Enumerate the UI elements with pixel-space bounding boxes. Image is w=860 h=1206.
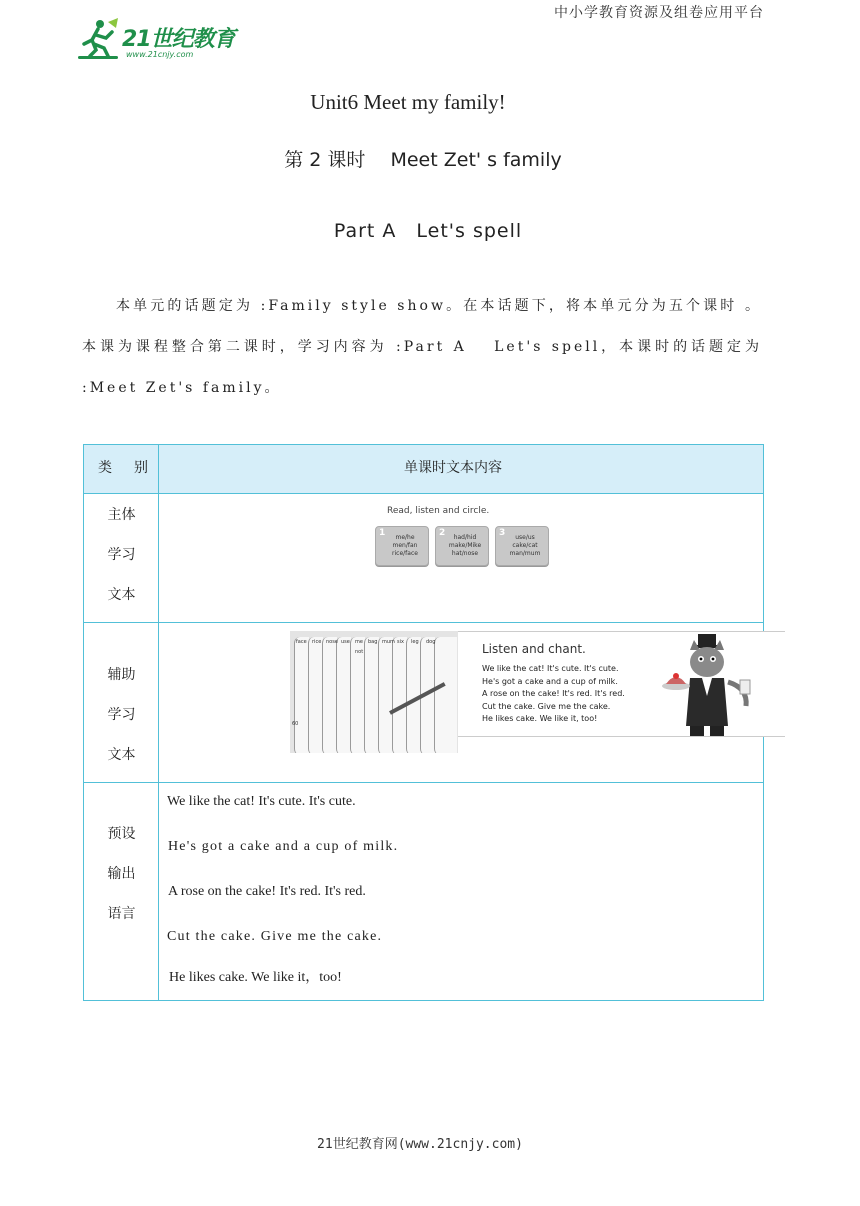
chant-lines <box>482 663 625 726</box>
intro-paragraph: 本单元的话题定为 :Family style show。在本话题下，将本单元分为五个课时 。本课为课程整合第二课时，学习内容为 :Part A Let's spell，本课时的话题定为 :Meet Zet's family。 <box>82 298 762 396</box>
box-word: hat/nose <box>451 550 479 557</box>
box-word: make/Mike <box>448 542 482 549</box>
category-line: 辅助 <box>107 667 136 683</box>
output-sentence: A rose on the cake! It's red. It's red. <box>168 884 366 899</box>
unit-title: Unit6 Meet my family! <box>310 90 506 114</box>
box-word: rice/face <box>392 550 418 557</box>
chant-title: Listen and chant. <box>482 642 586 656</box>
table-row-main-text <box>84 494 763 623</box>
category-cell <box>84 623 159 782</box>
logo-url: www.21cnjy.com <box>126 50 194 59</box>
box-word: had/hid <box>453 534 477 541</box>
output-sentence: He likes cake. We like it，too! <box>169 970 342 985</box>
header-category-cell <box>84 445 159 493</box>
chant-line: He likes cake. We like it, too! <box>482 714 598 723</box>
listen-and-chant-image <box>290 631 785 753</box>
content-cell <box>159 494 763 622</box>
notebook-word: use <box>341 639 350 645</box>
notebook-word: dog <box>426 639 436 645</box>
category-line: 主体 <box>107 507 136 523</box>
category-line: 语言 <box>107 906 136 922</box>
notebook-word: six <box>397 639 404 645</box>
box-word: man/mum <box>509 550 541 557</box>
chant-line: He's got a cake and a cup of milk. <box>482 676 618 686</box>
logo-underline <box>78 56 118 59</box>
chant-panel <box>458 631 785 737</box>
category-cell <box>84 494 159 622</box>
notebook-word: face <box>296 639 307 645</box>
box-word: me/he <box>395 534 415 541</box>
page-footer: 21世纪教育网(www.21cnjy.com) <box>317 1137 523 1152</box>
table-row-aux-text <box>84 623 763 783</box>
read-listen-circle-image <box>373 502 553 572</box>
category-line: 学习 <box>107 547 136 563</box>
box-word: men/fan <box>392 542 418 549</box>
category-line: 文本 <box>107 747 136 763</box>
header-content-label: 单课时文本内容 <box>404 460 502 476</box>
box-number: 1 <box>379 528 386 538</box>
chant-line: We like the cat! It's cute. It's cute. <box>482 664 619 673</box>
output-sentence: We like the cat! It's cute. It's cute. <box>167 794 356 809</box>
lesson-content-table <box>83 444 764 1001</box>
box-word: cake/cat <box>512 542 538 549</box>
lesson-title: 第 2 课时 Meet Zet' s family <box>284 149 562 171</box>
page-number: 60 <box>292 721 299 727</box>
output-sentence: He's got a cake and a cup of milk. <box>168 839 399 854</box>
word-box <box>495 526 549 566</box>
notebook-word: nose <box>326 639 338 645</box>
part-title: Part A Let's spell <box>333 220 523 242</box>
category-cell <box>84 783 159 1000</box>
logo-name: 21世纪教育 <box>122 27 235 52</box>
notebook-word: rice <box>312 639 322 645</box>
chant-line: A rose on the cake! It's red. It's red. <box>482 689 625 698</box>
platform-name: 中小学教育资源及组卷应用平台 <box>554 5 764 21</box>
header-category-label: 类 别 <box>98 460 152 476</box>
runner-logo-icon <box>78 18 122 58</box>
category-line: 预设 <box>107 826 136 842</box>
notebook-word: bag <box>368 639 378 645</box>
cat-with-cake-icon <box>658 634 758 738</box>
box-number: 3 <box>499 528 506 538</box>
box-number: 2 <box>439 528 446 538</box>
box-word: use/us <box>515 534 535 541</box>
table-header-row <box>84 445 763 494</box>
word-box <box>435 526 489 566</box>
category-line: 输出 <box>107 866 136 882</box>
output-sentence: Cut the cake. Give me the cake. <box>167 929 383 944</box>
notebook-word: me <box>355 639 363 645</box>
site-logo <box>78 16 238 64</box>
category-line: 学习 <box>107 707 136 723</box>
notebook-word: not <box>355 649 364 655</box>
content-cell <box>159 783 763 1000</box>
table-row-output-language <box>84 783 763 1000</box>
exercise-instruction: Read, listen and circle. <box>387 506 490 516</box>
notebook-illustration <box>290 631 458 753</box>
chant-line: Cut the cake. Give me the cake. <box>482 701 611 711</box>
header-content-cell <box>159 445 763 493</box>
notebook-word: leg <box>411 639 419 645</box>
content-cell <box>159 623 763 782</box>
notebook-word: mum <box>382 639 395 645</box>
word-box <box>375 526 429 566</box>
category-line: 文本 <box>107 587 136 603</box>
